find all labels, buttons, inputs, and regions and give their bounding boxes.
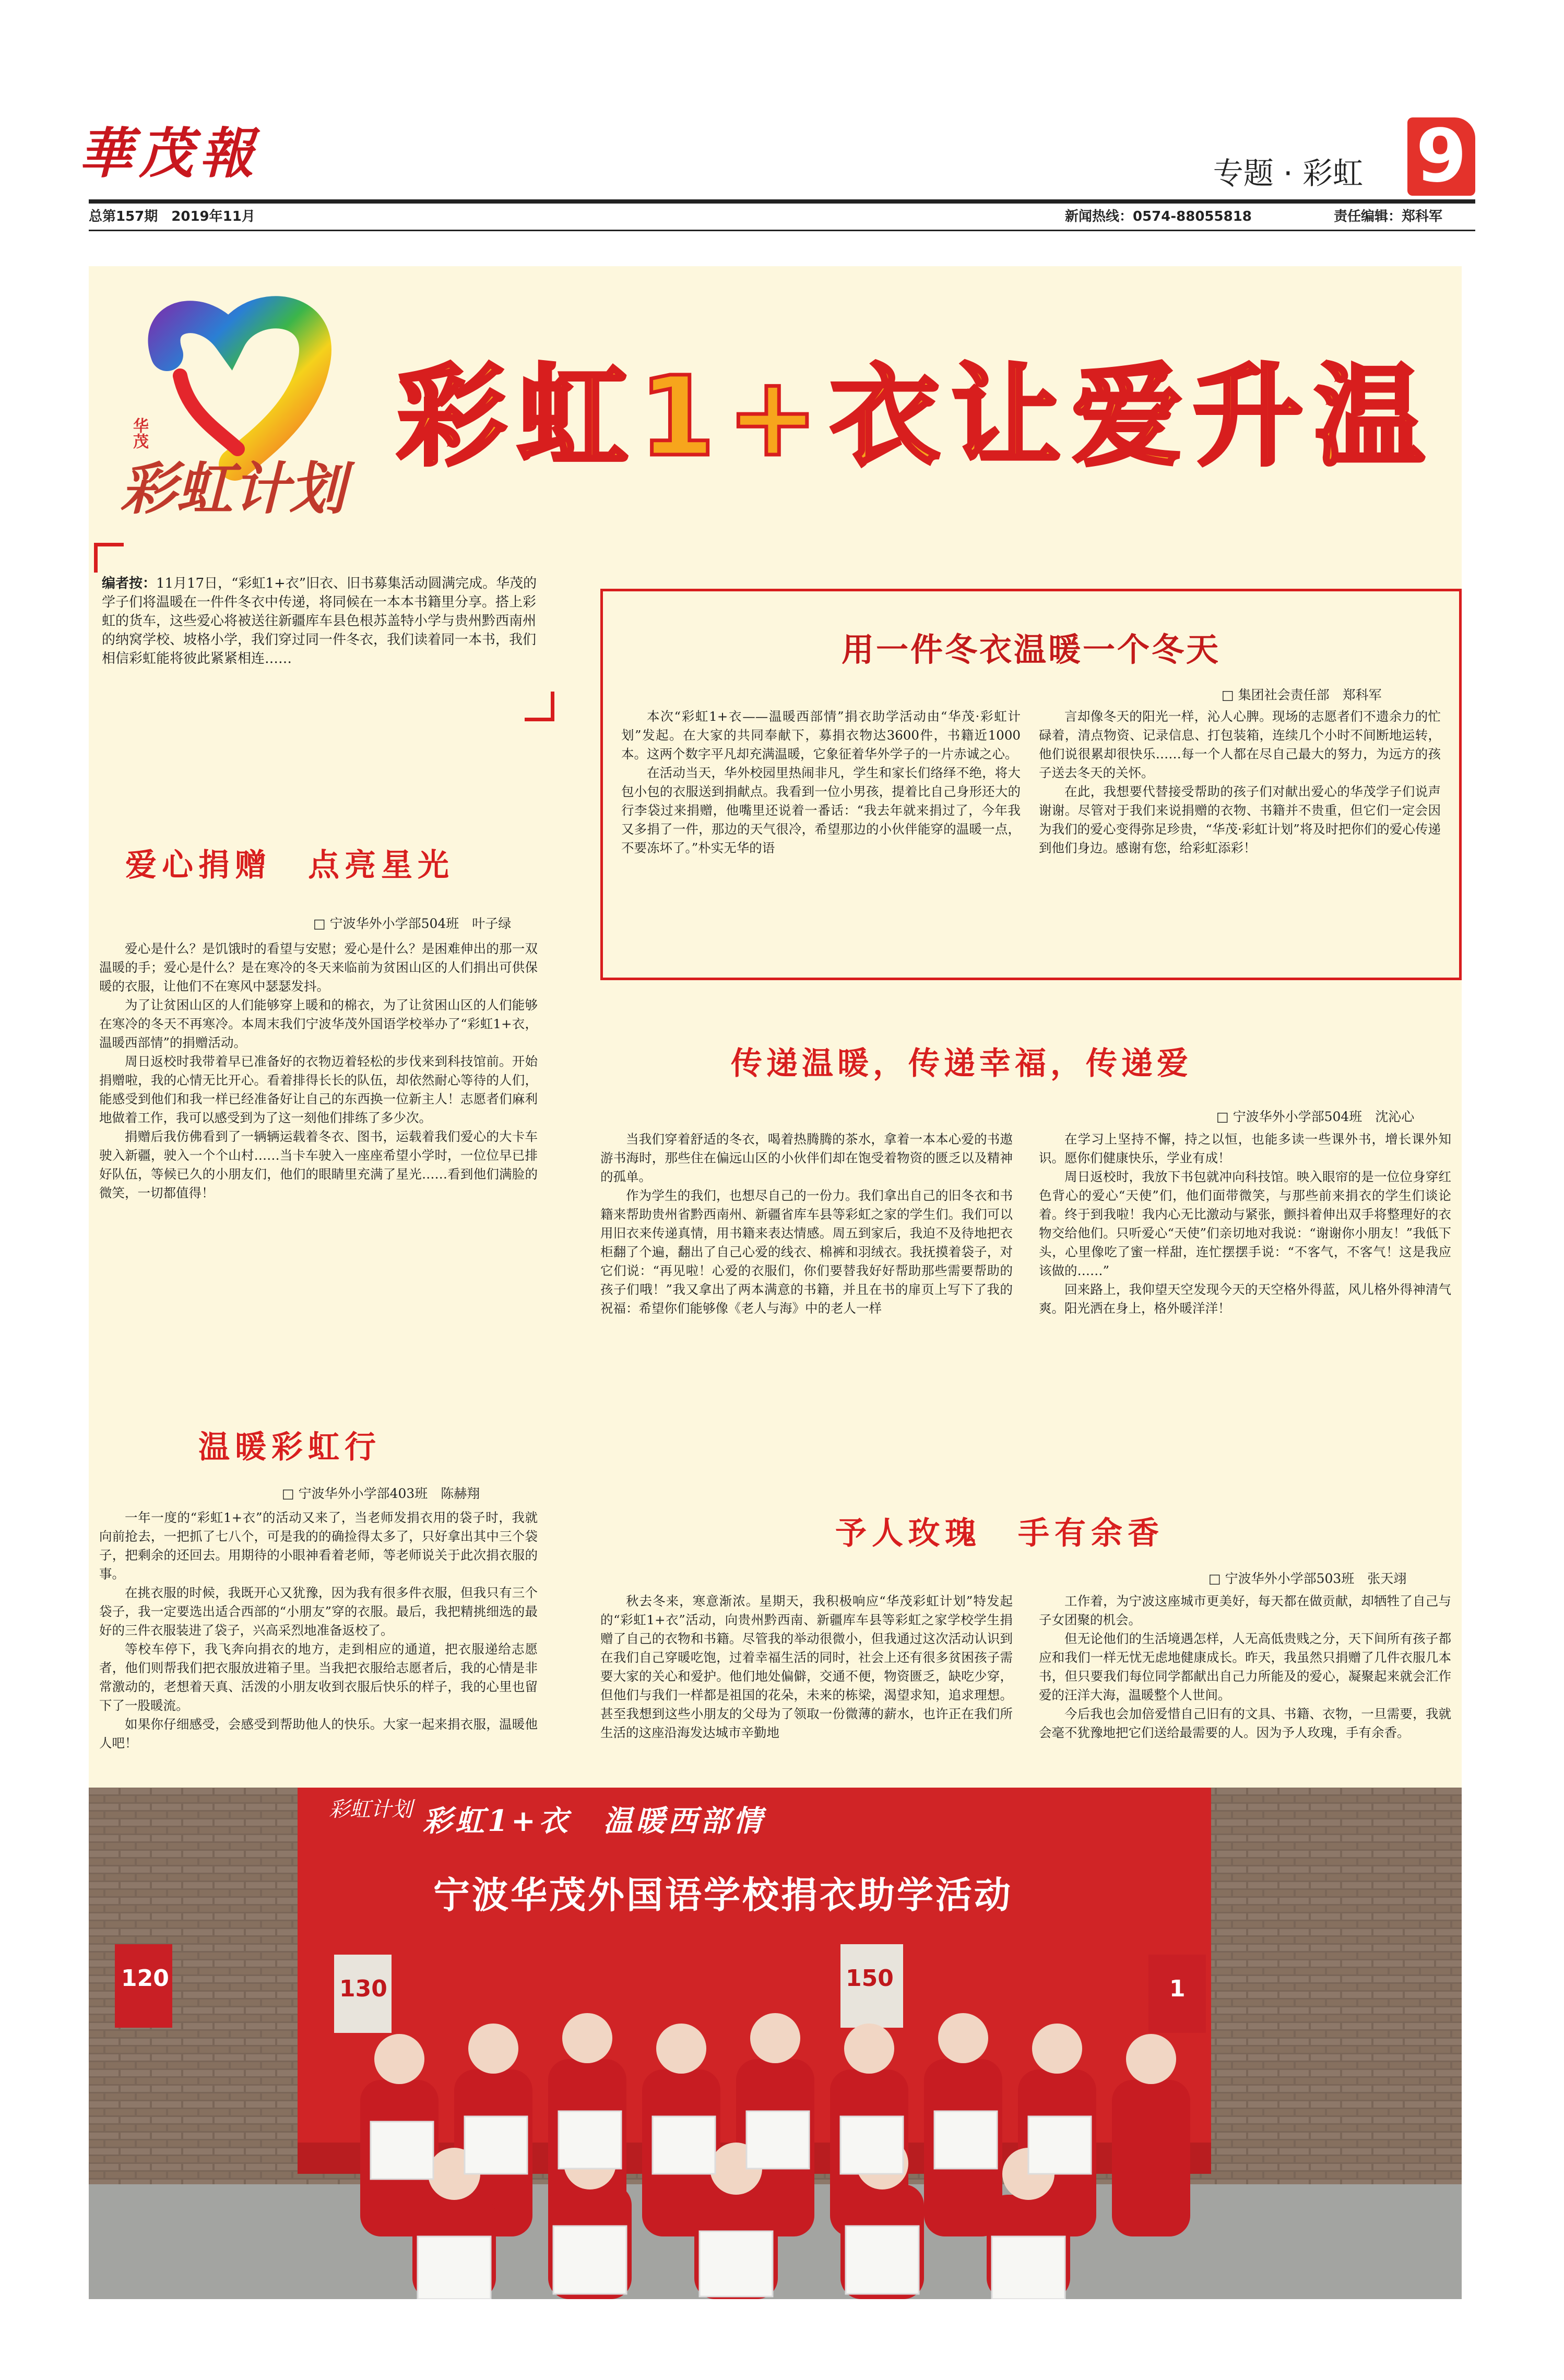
rose-article-title: 予人玫瑰 手有余香 <box>835 1515 1164 1552</box>
love-article-author: □ 宁波华外小学部504班 叶子绿 <box>313 913 511 932</box>
winter-article-title: 用一件冬衣温暖一个冬天 <box>841 630 1221 669</box>
paragraph: 为了让贫困山区的人们能够穿上暖和的棉衣，为了让贫困山区的人们能够在寒冷的冬天不再寒冷。本周末我们宁波华茂外国语学校举办了“彩虹1+衣，温暖西部情”的捐赠活动。 <box>99 997 538 1050</box>
paragraph: 今后我也会加倍爱惜自己旧有的文具、书籍、衣物，一旦需要，我就会毫不犹豫地把它们送给最需要的人。因为予人玫瑰，手有余香。 <box>1039 1706 1451 1740</box>
winter-article-col1 <box>621 707 1021 858</box>
rainbow-plan-logo-text: 彩虹计划 <box>120 456 346 522</box>
paragraph: 一年一度的“彩虹1+衣”的活动又来了，当老师发捐衣用的袋子时，我就向前抢去，一把抓了七八个，可是我的的确捡得太多了，只好拿出其中三个袋子，把剩余的还回去。用期待的小眼神看着老师，等老师说关于此次捐衣服的事。 <box>99 1510 538 1581</box>
sign-150: 150 <box>846 1965 894 1992</box>
editor-note <box>102 574 540 668</box>
masthead-rule <box>89 199 1475 204</box>
paragraph: 周日返校时我带着早已准备好的衣物迈着轻松的步伐来到科技馆前。开始捐赠啦，我的心情无比开心。看着排得长长的队伍，却依然耐心等待的人们，能感受到他们和我一样已经准备好让自己的东西换一位新主人！志愿者们麻利地做着工作，我可以感受到为了这一刻他们排练了多少次。 <box>99 1054 538 1125</box>
masthead-logo: 華茂報 <box>78 121 260 185</box>
warm-article-author: □ 宁波华外小学部403班 陈赫翔 <box>282 1483 480 1502</box>
paragraph: 但无论他们的生活境遇怎样，人无高低贵贱之分，天下间所有孩子都应和我们一样无忧无虑地健康成长。昨天，我虽然只捐赠了几件衣服几本书，但只要我们每位同学都献出自己力所能及的爱心，凝聚起来就会汇作爱的汪洋大海，温暖整个人世间。 <box>1039 1631 1451 1703</box>
paragraph: 捐赠后我仿佛看到了一辆辆运载着冬衣、图书，运载着我们爱心的大卡车驶入新疆，驶入一个个山村……当卡车驶入一座座希望小学时，一位位早已排好队伍，等候已久的小朋友们，他们的眼睛里充满了星光……看到他们满脸的微笑，一切都值得！ <box>99 1129 538 1200</box>
paragraph: 秋去冬来，寒意渐浓。星期天，我积极响应“华茂彩虹计划”特发起的“彩虹1+衣”活动，向贵州黔西南、新疆库车县等彩虹之家学校学生捐赠了自己的衣物和书籍。尽管我的举动很微小，但我通过这次活动认识到在我们自己穿暖吃饱，过着幸福生活的同时，社会上还有很多贫困孩子需要大家的关心和爱护。他们地处偏僻，交通不便，物资匮乏，缺吃少穿，但他们与我们一样都是祖国的花朵，未来的栋梁，渴望求知，追求理想。甚至我想到这些小朋友的父母为了领取一份微薄的薪水，也许正在我们所生活的这座沿海发达城市辛勤地 <box>600 1593 1013 1740</box>
event-photo-illustration <box>89 1788 1462 2299</box>
love-article-title: 爱心捐赠 点亮星光 <box>125 847 454 884</box>
photo-banner-slogan: 彩虹1+衣 温暖西部情 <box>423 1804 765 1838</box>
paragraph: 回来路上，我仰望天空发现今天的天空格外得蓝，风儿格外得神清气爽。阳光洒在身上，格外暖洋洋！ <box>1039 1282 1451 1316</box>
winter-article-col2 <box>1039 707 1441 858</box>
paragraph: 在学习上坚持不懈，持之以恒，也能多读一些课外书，增长课外知识。愿你们健康快乐，学业有成！ <box>1039 1132 1451 1165</box>
convey-article-col2 <box>1039 1130 1451 1318</box>
event-photo <box>89 1788 1462 2299</box>
paragraph: 当我们穿着舒适的冬衣，喝着热腾腾的茶水，拿着一本本心爱的书遨游书海时，那些住在偏远山区的小伙伴们却在饱受着物资的匮乏以及精神的孤单。 <box>600 1132 1013 1184</box>
warm-article-title: 温暖彩虹行 <box>198 1429 381 1466</box>
paragraph: 在此，我想要代替接受帮助的孩子们对献出爱心的华茂学子们说声谢谢。尽管对于我们来说捐赠的衣物、书籍并不贵重，但它们一定会因为我们的爱心变得弥足珍贵，“华茂·彩虹计划”将及时把你们的爱心传递到他们身边。感谢有您，给彩虹添彩！ <box>1039 784 1441 855</box>
paragraph: 在挑衣服的时候，我既开心又犹豫，因为我有很多件衣服，但我只有三个袋子，我一定要选出适合西部的“小朋友”穿的衣服。最后，我把精挑细选的最好的三件衣服装进了袋子，兴高采烈地准备返校了。 <box>99 1585 538 1638</box>
issue-info: 总第157期 2019年11月 <box>89 209 255 224</box>
convey-article-author: □ 宁波华外小学部504班 沈沁心 <box>1216 1106 1414 1125</box>
editor-note-text: 11月17日，“彩虹1+衣”旧衣、旧书募集活动圆满完成。华茂的学子们将温暖在一件件冬衣中传递，将同候在一本本书籍里分享。搭上彩虹的货车，这些爱心将被送往新疆库车县色根苏盖特小学与贵州黔西南州的纳窝学校、坡格小学，我们穿过同一件冬衣，我们读着同一本书，我们相信彩虹能将彼此紧紧相连…… <box>102 576 537 667</box>
note-bracket-top <box>94 543 124 573</box>
paragraph: 等校车停下，我飞奔向捐衣的地方，走到相应的通道，把衣服递给志愿者，他们则帮我们把衣服放进箱子里。当我把衣服给志愿者后，我的心情是非常激动的，老想着天真、活泼的小朋友收到衣服后快乐的样子，我的心里也留下了一股暖流。 <box>99 1641 538 1713</box>
paragraph: 周日返校时，我放下书包就冲向科技馆。映入眼帘的是一位位身穿红色背心的爱心“天使”们，他们面带微笑，与那些前来捐衣的学生们谈论着。终于到我啦！我内心无比激动与紧张，颤抖着伸出双手将整理好的衣物交给他们。只听爱心“天使”们亲切地对我说：“谢谢你小朋友！”我低下头，心里像吃了蜜一样甜，连忙摆摆手说：“不客气，不客气！这是我应该做的……” <box>1039 1169 1451 1278</box>
section-label: 专题 · 彩虹 <box>1213 156 1363 191</box>
feature-title: 彩虹1+衣让爱升温 <box>397 353 1436 481</box>
note-bracket-bottom <box>525 692 554 721</box>
sign-right: 1 <box>1169 1976 1186 2002</box>
paragraph: 本次“彩虹1+衣——温暖西部情”捐衣助学活动由“华茂·彩虹计划”发起。在大家的共同奉献下，募捐衣物达3600件，书籍近1000本。这两个数字平凡却充满温暖，它象征着华外学子的一片赤诚之心。 <box>621 709 1021 761</box>
photo-banner-logo: 彩虹计划 <box>329 1798 412 1822</box>
page-number: 9 <box>1407 117 1475 196</box>
rose-article-author: □ 宁波华外小学部503班 张天翊 <box>1208 1568 1406 1587</box>
convey-article-col1 <box>600 1130 1013 1318</box>
convey-article-title: 传递温暖，传递幸福，传递爱 <box>731 1045 1192 1082</box>
paragraph: 言却像冬天的阳光一样，沁人心脾。现场的志愿者们不遗余力的忙碌着，清点物资、记录信息、打包装箱，连续几个小时不间断地运转，他们说很累却很快乐……每一个人都在尽自己最大的努力，为远方的孩子送去冬天的关怀。 <box>1039 709 1441 780</box>
warm-article-body <box>99 1508 538 1753</box>
paragraph: 工作着，为宁波这座城市更美好，每天都在做贡献，却牺牲了自己与子女团聚的机会。 <box>1039 1593 1451 1627</box>
folio-rule <box>89 230 1475 231</box>
editor-note-label: 编者按： <box>102 576 157 591</box>
editor-credit: 责任编辑：郑科军 <box>1334 209 1443 224</box>
paragraph: 如果你仔细感受，会感受到帮助他人的快乐。大家一起来捐衣服，温暖他人吧！ <box>99 1717 538 1751</box>
hotline: 新闻热线：0574-88055818 <box>1065 209 1252 224</box>
rose-article-col1 <box>600 1592 1013 1742</box>
paragraph: 在活动当天，华外校园里热闹非凡，学生和家长们络绎不绝，将大包小包的衣服送到捐献点。我看到一位小男孩，提着比自己身形还大的行李袋过来捐赠，他嘴里还说着一番话：“我去年就来捐过了，今年我又多捐了一件，那边的天气很冷，希望那边的小伙伴能穿的温暖一点，不要冻坏了。”朴实无华的语 <box>621 765 1021 855</box>
sign-130: 130 <box>339 1976 387 2002</box>
photo-banner-title: 宁波华茂外国语学校捐衣助学活动 <box>433 1874 1013 1917</box>
love-article-body <box>99 939 538 1203</box>
sign-120: 120 <box>121 1965 169 1992</box>
paragraph: 作为学生的我们，也想尽自己的一份力。我们拿出自己的旧冬衣和书籍来帮助贵州省黔西南州、新疆省库车县等彩虹之家的学生们。我们可以用旧衣来传递真情，用书籍来表达情感。周五到家后，我迫不及待地把衣柜翻了个遍，翻出了自己心爱的线衣、棉裤和羽绒衣。我抚摸着袋子，对它们说：“再见啦！心爱的衣服们，你们要替我好好帮助那些需要帮助的孩子们哦！”我又拿出了两本满意的书籍，并且在书的扉页上写下了我的祝福：希望你们能够像《老人与海》中的老人一样 <box>600 1188 1013 1316</box>
rose-article-col2 <box>1039 1592 1451 1742</box>
paragraph: 爱心是什么？是饥饿时的看望与安慰；爱心是什么？是困难伸出的那一双温暖的手；爱心是什么？是在寒冷的冬天来临前为贫困山区的人们捐出可供保暖的衣服，让他们不在寒风中瑟瑟发抖。 <box>99 941 538 994</box>
logo-subtitle: 华茂 <box>130 418 148 449</box>
winter-article-author: □ 集团社会责任部 郑科军 <box>1222 685 1382 704</box>
